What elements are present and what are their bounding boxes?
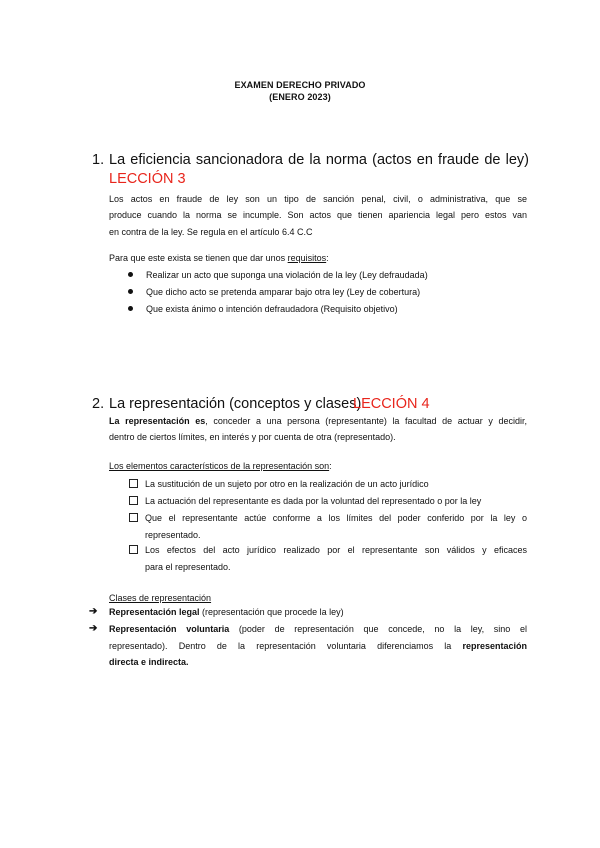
- arrow-right-icon: ➔: [89, 606, 98, 617]
- section2-heading: La representación (conceptos y clases): [109, 396, 362, 412]
- checkbox-item-text: representado.: [145, 529, 201, 540]
- list-item: [89, 621, 527, 671]
- list-item-text: Realizar un acto que suponga una violación de la ley (Ley defraudada): [146, 270, 428, 280]
- list-item: [89, 604, 527, 621]
- list-item: [146, 268, 428, 282]
- elements-intro: [109, 458, 527, 474]
- voluntary-representation-label: Representación voluntaria: [109, 624, 230, 634]
- legal-representation-text: (representación que procede la ley): [199, 607, 344, 617]
- requirements-intro-text: Para que este exista se tienen que dar unos: [109, 253, 288, 263]
- checkbox-item-text: La actuación del representante es dada por la voluntad del representado o por la ley: [145, 496, 482, 506]
- section2-number: 2.: [92, 396, 105, 412]
- exam-title: EXAMEN DERECHO PRIVADO: [234, 80, 366, 90]
- paragraph-line: produce cuando la norma se incumple. Son actos que tienen apariencia legal pero estos van: [109, 210, 527, 221]
- paragraph-line: en contra de la ley. Se regula en el artículo 6.4 C.C: [109, 226, 313, 237]
- checkbox-item: [145, 542, 527, 575]
- requirements-word: requisitos: [287, 253, 327, 263]
- list-item: [146, 285, 420, 299]
- definition-text: dentro de ciertos límites, en interés y por cuenta de otra (representado).: [109, 432, 396, 443]
- voluntary-representation-text: representado). Dentro de la representación voluntaria diferenciamos la: [109, 640, 463, 651]
- list-item-text: Que dicho acto se pretenda amparar bajo otra ley (Ley de cobertura): [146, 287, 421, 297]
- section1-paragraph: [109, 191, 527, 240]
- colon: :: [329, 461, 332, 471]
- section1-number: 1.: [92, 152, 105, 168]
- bullet-icon: [128, 272, 133, 277]
- checkbox-item: [145, 510, 527, 543]
- voluntary-representation-text: (poder de representación que concede, no la ley, sino el: [229, 624, 527, 634]
- checkbox-icon: [129, 513, 138, 522]
- section1-lesson: LECCIÓN 3: [109, 171, 186, 187]
- checkbox-item-text: La sustitución de un sujeto por otro en la realización de un acto jurídico: [145, 479, 429, 489]
- voluntary-representation-bold: directa e indirecta.: [109, 657, 189, 667]
- colon: :: [326, 253, 329, 263]
- paragraph-line: Los actos en fraude de ley son un tipo de sanción penal, civil, o administrativa, que se: [109, 194, 527, 204]
- checkbox-item: [145, 493, 527, 510]
- voluntary-representation-bold: representación: [462, 640, 527, 651]
- requirements-intro: [109, 250, 527, 266]
- checkbox-icon: [129, 479, 138, 488]
- representation-definition: [109, 413, 527, 446]
- exam-date: (ENERO 2023): [269, 92, 331, 102]
- checkbox-item: [145, 476, 527, 493]
- section1-heading: La eficiencia sancionadora de la norma (actos en fraude de ley): [109, 152, 529, 168]
- legal-representation-label: Representación legal: [109, 607, 200, 617]
- definition-bold: La representación es: [109, 416, 206, 426]
- elements-title: Los elementos característicos de la representación son: [109, 461, 330, 471]
- bullet-icon: [128, 306, 133, 311]
- list-item-text: Que exista ánimo o intención defraudadora (Requisito objetivo): [146, 304, 398, 314]
- arrow-right-icon: ➔: [89, 623, 98, 634]
- checkbox-item-text: Que el representante actúe conforme a los límites del poder conferido por la ley o: [145, 513, 527, 523]
- definition-text: , conceder a una persona (representante) la facultad de actuar y decidir,: [205, 416, 527, 426]
- checkbox-icon: [129, 545, 138, 554]
- section2-lesson: LECCIÓN 4: [353, 396, 430, 412]
- checkbox-item-text: para el representado.: [145, 561, 231, 572]
- bullet-icon: [128, 289, 133, 294]
- checkbox-item-text: Los efectos del acto jurídico realizado por el representante son válidos y eficaces: [145, 545, 527, 555]
- list-item: [146, 302, 398, 316]
- classes-title-text: Clases de representación: [109, 593, 212, 603]
- checkbox-icon: [129, 496, 138, 505]
